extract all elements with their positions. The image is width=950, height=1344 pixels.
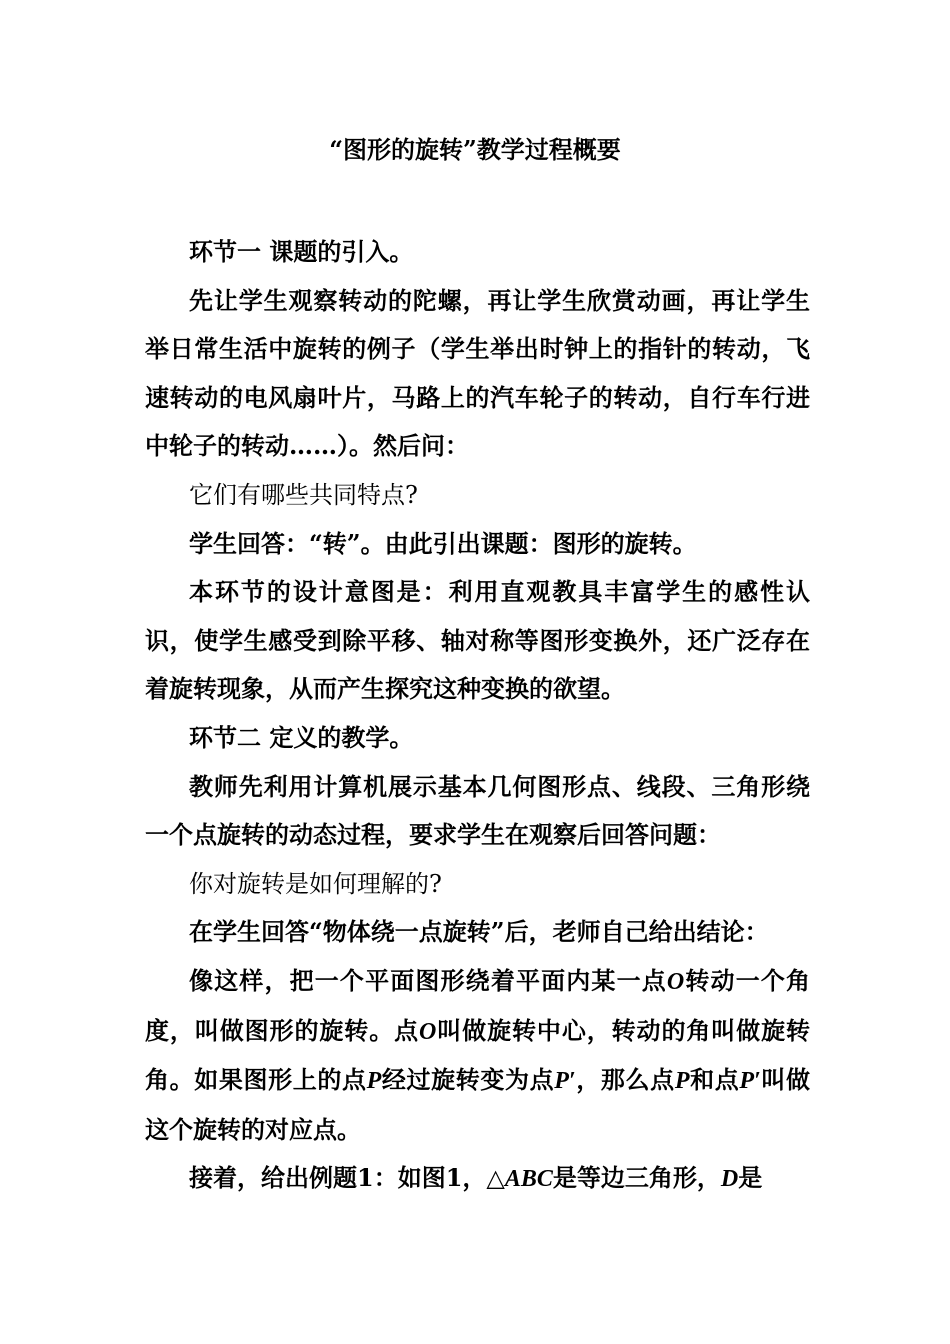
definition-text: 叫做旋转中心，转动的角叫做旋转角。如果图形上的点	[145, 1015, 811, 1095]
definition-text: 转动一个角度，叫做图形的旋转。点	[145, 965, 811, 1045]
section2-response: 在学生回答“物体绕一点旋转”后，老师自己给出结论：	[189, 917, 769, 947]
triangle-variable: ABC	[504, 1166, 553, 1193]
section2-question: 你对旋转是如何理解的?	[189, 869, 442, 898]
section2-demo-paragraph: 教师先利用计算机展示基本几何图形点、线段、三角形绕一个点旋转的动态过程，要求学生在观察后回答问题：	[145, 771, 810, 850]
section1-intent-paragraph: 本环节的设计意图是：利用直观教具丰富学生的感性认识，使学生感受到除平移、轴对称等图形变换外，还广泛存在着旋转现象，从而产生探究这种变换的欲望。	[145, 577, 810, 704]
point-variable: P	[366, 1068, 382, 1095]
definition-text: ，那么点	[575, 1065, 675, 1095]
section1-question: 它们有哪些共同特点?	[189, 480, 418, 509]
center-variable: O	[419, 1018, 437, 1045]
definition-text: 和点	[689, 1065, 740, 1095]
example-text: 是等边三角形，	[552, 1163, 721, 1193]
point-d-variable: D	[720, 1166, 739, 1193]
point-prime-variable: P′	[739, 1068, 761, 1095]
example-text: ，△	[462, 1163, 505, 1193]
section1-intro-paragraph: 先让学生观察转动的陀螺，再让学生欣赏动画，再让学生举日常生活中旋转的例子（学生举出时钟上的指针的转动，飞速转动的电风扇叶片，马路上的汽车轮子的转动，自行车行进中轮子的转动……）。然后问：	[145, 285, 810, 461]
point-prime-variable: P′	[554, 1068, 576, 1095]
definition-text: 像这样，把一个平面图形绕着平面内某一点	[189, 965, 667, 995]
section1-heading: 环节一 课题的引入。	[189, 237, 414, 266]
example-number: 1	[357, 1163, 374, 1193]
section1-answer: 学生回答：“转”。由此引出课题：图形的旋转。	[189, 528, 697, 558]
definition-text: 经过旋转变为点	[381, 1065, 555, 1095]
document-title: “图形的旋转”教学过程概要	[329, 135, 621, 164]
figure-number: 1	[445, 1163, 463, 1193]
example-paragraph	[145, 1154, 810, 1204]
example-text: 是	[738, 1163, 763, 1193]
example-text: ：如图	[373, 1163, 446, 1193]
section2-heading: 环节二 定义的教学。	[189, 722, 414, 752]
rotation-definition-paragraph	[145, 957, 810, 1154]
example-text: 接着，给出例题	[189, 1163, 357, 1193]
point-variable: P	[674, 1068, 690, 1095]
document-body	[145, 228, 810, 1204]
center-variable: O	[666, 968, 685, 995]
definition-text: 叫做这个旋转的对应点。	[145, 1065, 811, 1144]
